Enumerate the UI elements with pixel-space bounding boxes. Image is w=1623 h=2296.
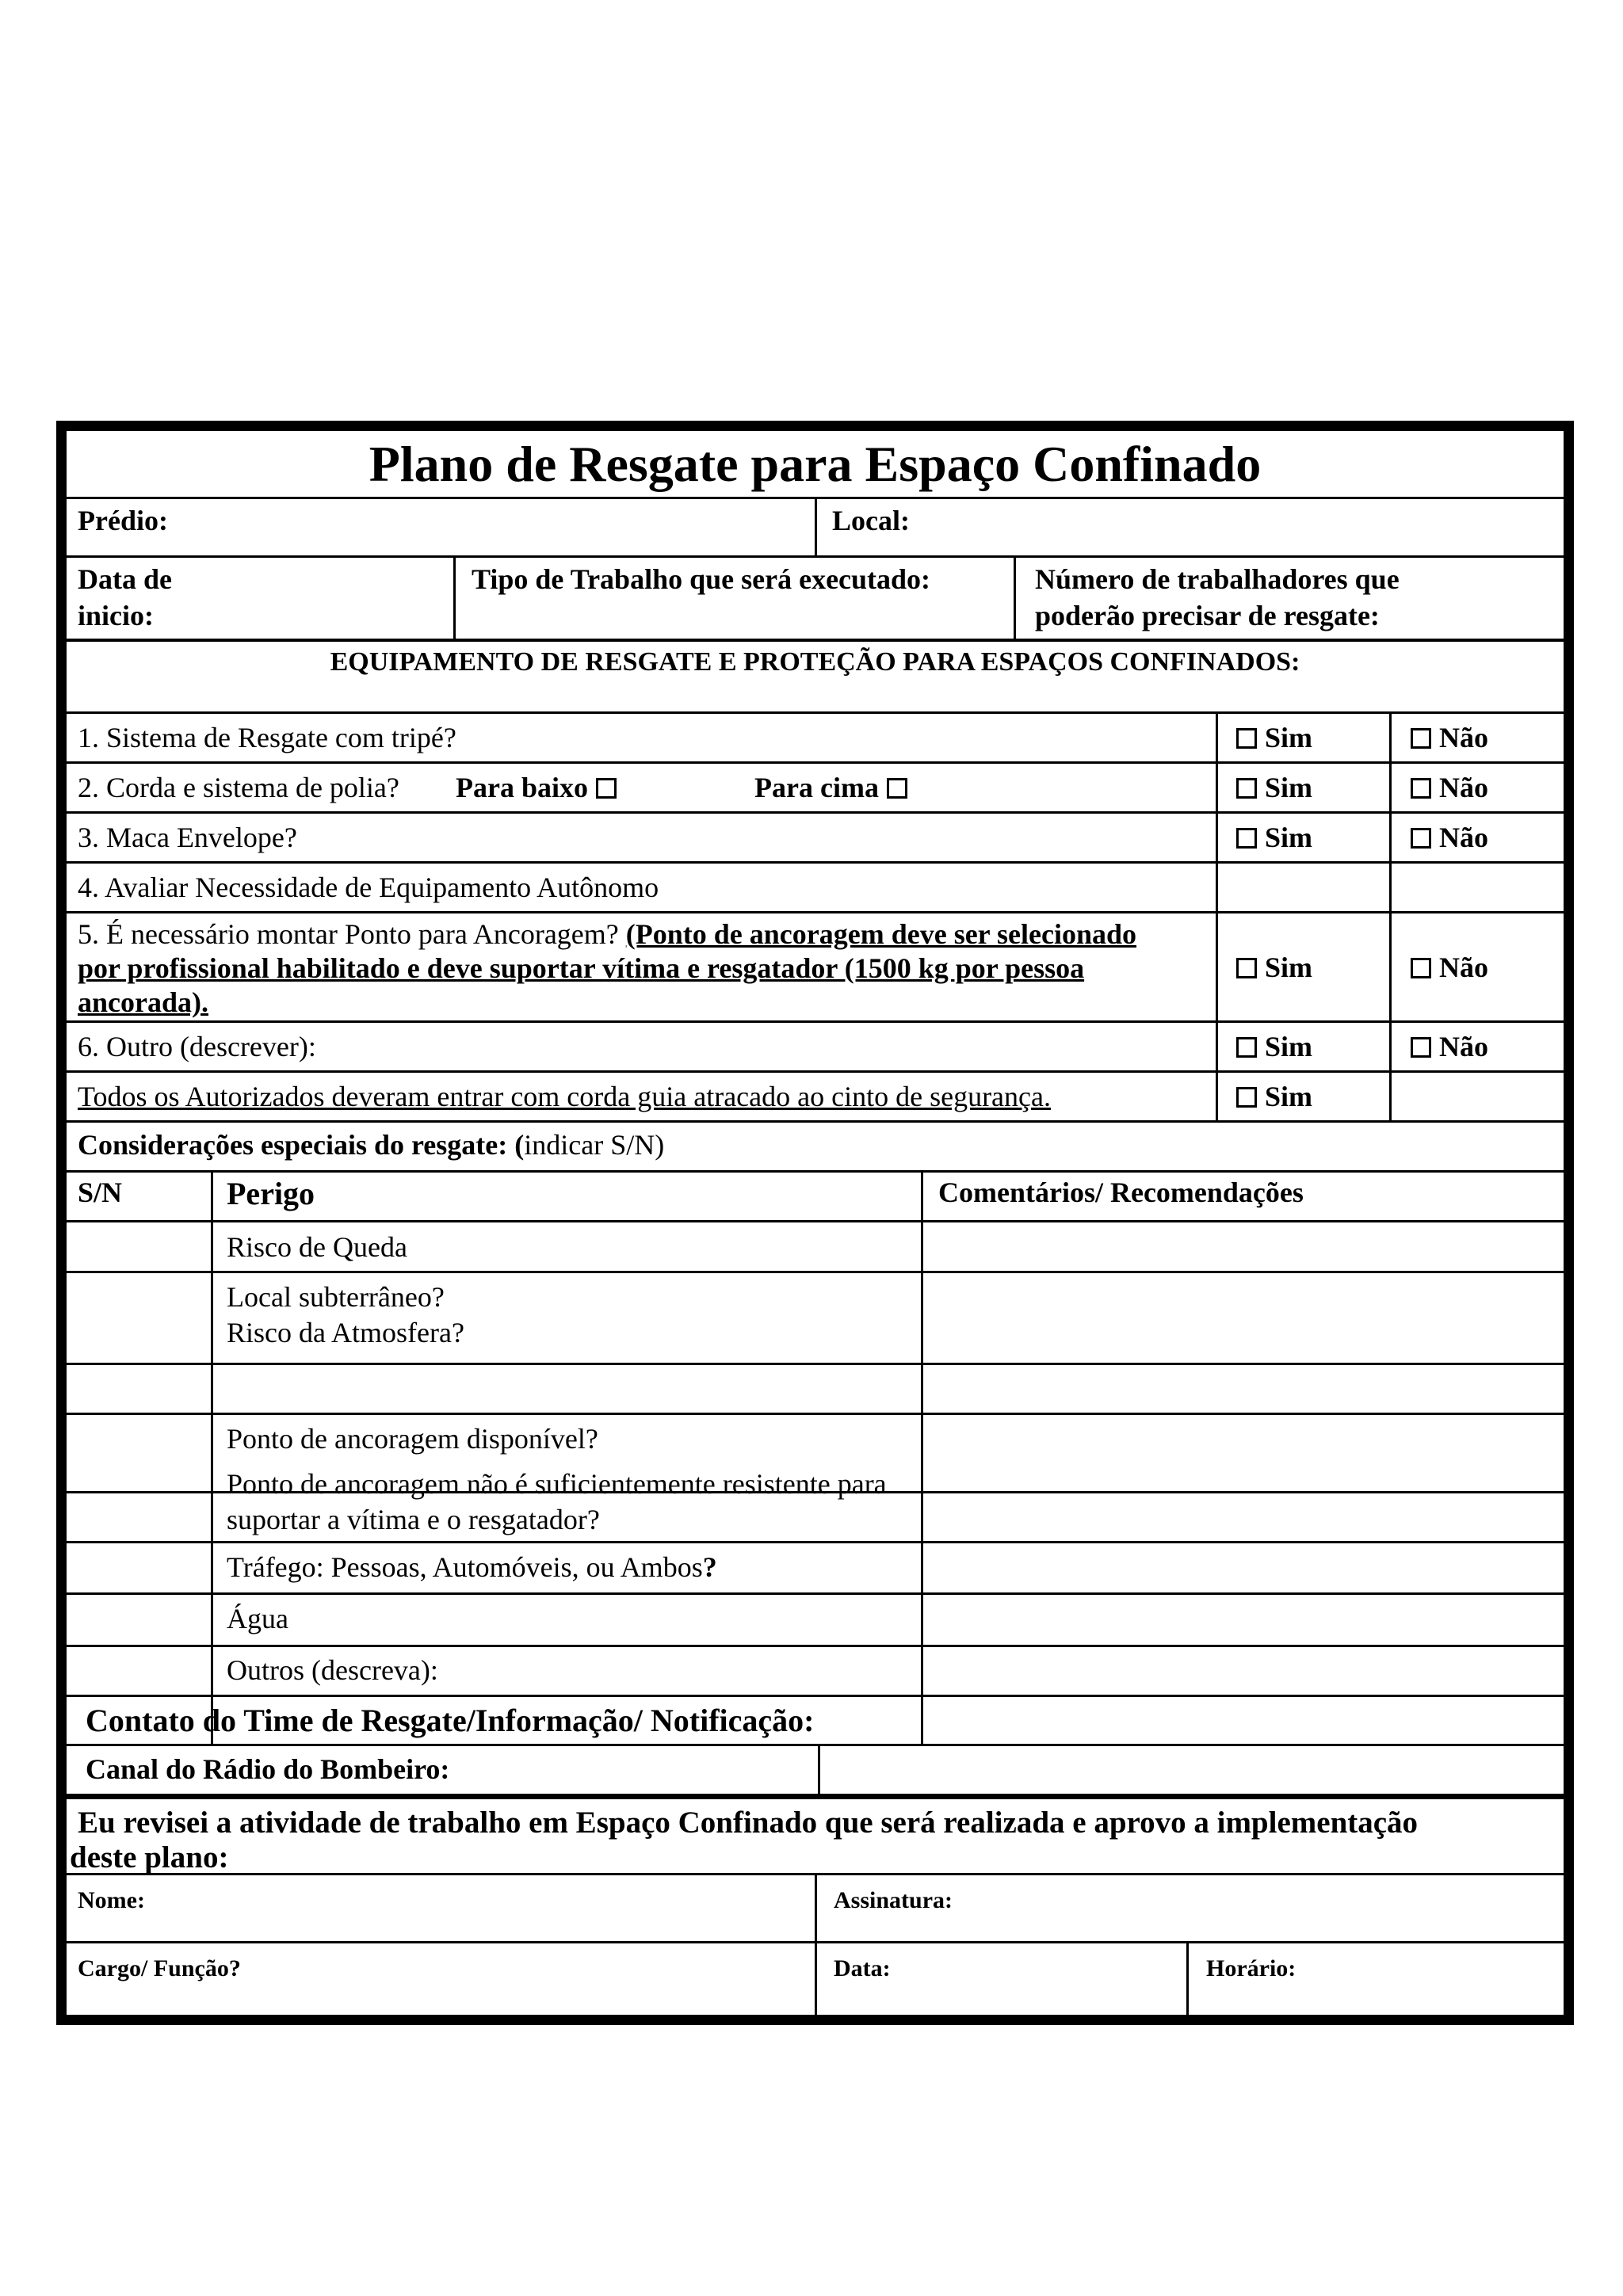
divider <box>67 711 1564 714</box>
item-3-sim[interactable]: Sim <box>1236 821 1312 854</box>
form-title: Plano de Resgate para Espaço Confinado <box>369 436 1262 492</box>
special-considerations-label: Considerações especiais do resgate: (indicar S/N) <box>78 1129 665 1161</box>
hazard-row: Risco de Queda <box>227 1231 407 1263</box>
nome-label: Nome: <box>78 1887 145 1913</box>
checkbox-icon[interactable] <box>1236 778 1257 799</box>
checkbox-icon[interactable] <box>1236 828 1257 849</box>
divider <box>815 497 817 558</box>
divider <box>67 1744 1564 1746</box>
divider <box>67 1541 1564 1543</box>
hazard-row: Risco da Atmosfera? <box>227 1317 464 1348</box>
divider <box>818 1744 820 1796</box>
checkbox-icon[interactable] <box>1411 778 1431 799</box>
hazard-row: Outros (descreva): <box>227 1654 438 1686</box>
checkbox-icon[interactable] <box>1411 728 1431 749</box>
divider <box>67 761 1564 764</box>
numero-trabalhadores-label: Número de trabalhadores que <box>1035 563 1400 595</box>
hazard-row: Água <box>227 1603 288 1634</box>
data-inicio-label: Data de <box>78 563 172 595</box>
divider <box>67 1220 1564 1222</box>
hazard-row: Ponto de ancoragem disponível? <box>227 1423 598 1455</box>
cargo-label: Cargo/ Função? <box>78 1955 241 1981</box>
divider <box>211 1170 213 1746</box>
checkbox-icon[interactable] <box>1236 958 1257 978</box>
data-field[interactable] <box>821 1946 1182 2012</box>
col-comentarios-header: Comentários/ Recomendações <box>938 1177 1304 1208</box>
divider <box>921 1170 923 1746</box>
item-5-nao[interactable]: Não <box>1411 951 1488 984</box>
predio-field[interactable] <box>246 501 808 553</box>
checkbox-icon[interactable] <box>887 778 907 799</box>
assinatura-label: Assinatura: <box>834 1887 953 1913</box>
divider <box>815 1873 817 2016</box>
divider <box>453 555 456 641</box>
divider <box>67 911 1564 913</box>
item-2-nao[interactable]: Não <box>1411 771 1488 804</box>
item-5-sim[interactable]: Sim <box>1236 951 1312 984</box>
item-6-text: 6. Outro (descrever): <box>78 1031 316 1062</box>
divider <box>67 861 1564 864</box>
divider <box>1216 711 1218 1120</box>
checkbox-icon[interactable] <box>1411 1037 1431 1058</box>
checkbox-icon[interactable] <box>1411 828 1431 849</box>
local-label: Local: <box>832 505 910 536</box>
equipment-header: EQUIPAMENTO DE RESGATE E PROTEÇÃO PARA ESPAÇOS CONFINADOS: <box>330 647 1300 677</box>
divider <box>67 639 1564 642</box>
canal-radio-label: Canal do Rádio do Bombeiro: <box>86 1753 450 1785</box>
review-statement: Eu revisei a atividade de trabalho em Espaço Confinado que será realizada e aprovo a implementação <box>78 1806 1419 1840</box>
item-7-text: Todos os Autorizados deveram entrar com corda guia atracado ao cinto de segurança. <box>78 1081 1051 1112</box>
local-field[interactable] <box>935 501 1553 553</box>
col-sn-header: S/N <box>78 1177 123 1208</box>
item-7-sim[interactable]: Sim <box>1236 1080 1312 1113</box>
data-label: Data: <box>834 1955 891 1981</box>
item-1-text: 1. Sistema de Resgate com tripé? <box>78 722 456 753</box>
hazard-row-cont: suportar a vítima e o resgatador? <box>227 1504 600 1535</box>
divider <box>67 811 1564 814</box>
item-1-nao[interactable]: Não <box>1411 721 1488 754</box>
checkbox-icon[interactable] <box>1236 728 1257 749</box>
data-inicio-label: inicio: <box>78 600 154 631</box>
item-5-text-cont: por profissional habilitado e deve suportar vítima e resgatador (1500 kg por pessoa <box>78 952 1085 984</box>
tipo-trabalho-label: Tipo de Trabalho que será executado: <box>472 563 931 595</box>
divider <box>67 1645 1564 1647</box>
item-1-sim[interactable]: Sim <box>1236 721 1312 754</box>
canal-radio-field[interactable] <box>824 1748 1557 1792</box>
contato-label: Contato do Time de Resgate/Informação/ Notificação: <box>86 1703 815 1738</box>
nome-field[interactable] <box>71 1878 808 1938</box>
item-6-nao[interactable]: Não <box>1411 1030 1488 1063</box>
divider <box>67 1170 1564 1173</box>
item-3-text: 3. Maca Envelope? <box>78 822 297 853</box>
item-4-text: 4. Avaliar Necessidade de Equipamento Autônomo <box>78 871 659 903</box>
hazard-row: Local subterrâneo? <box>227 1281 445 1313</box>
divider <box>67 1120 1564 1123</box>
hazard-row: Ponto de ancoragem não é suficientemente resistente para <box>227 1468 887 1500</box>
divider <box>67 1070 1564 1073</box>
item-2-text: 2. Corda e sistema de polia? <box>78 772 399 803</box>
data-inicio-field[interactable] <box>206 559 448 637</box>
item-2-para-baixo[interactable]: Para baixo <box>456 771 617 804</box>
col-perigo-header: Perigo <box>227 1176 315 1211</box>
numero-trabalhadores-label: poderão precisar de resgate: <box>1035 600 1380 631</box>
item-5-text-cont: ancorada). <box>78 986 208 1018</box>
predio-label: Prédio: <box>78 505 168 536</box>
divider <box>67 1592 1564 1595</box>
divider <box>1014 555 1016 641</box>
divider <box>1186 1941 1189 2016</box>
item-5-text: 5. É necessário montar Ponto para Ancoragem? (Ponto de ancoragem deve ser selecionado <box>78 918 1137 950</box>
horario-label: Horário: <box>1206 1955 1296 1981</box>
divider <box>1389 711 1392 1120</box>
checkbox-icon[interactable] <box>596 778 617 799</box>
review-statement-cont: deste plano: <box>70 1840 229 1875</box>
divider <box>67 1020 1564 1023</box>
item-6-sim[interactable]: Sim <box>1236 1030 1312 1063</box>
item-2-para-cima[interactable]: Para cima <box>754 771 907 804</box>
cargo-field[interactable] <box>71 1946 808 2012</box>
checkbox-icon[interactable] <box>1411 958 1431 978</box>
divider <box>67 1794 1564 1799</box>
divider <box>67 1695 1564 1697</box>
checkbox-icon[interactable] <box>1236 1087 1257 1108</box>
item-2-sim[interactable]: Sim <box>1236 771 1312 804</box>
tipo-trabalho-field[interactable] <box>460 599 1006 637</box>
checkbox-icon[interactable] <box>1236 1037 1257 1058</box>
item-3-nao[interactable]: Não <box>1411 821 1488 854</box>
divider <box>67 1363 1564 1365</box>
horario-field[interactable] <box>1193 1946 1558 2012</box>
divider <box>67 1413 1564 1415</box>
assinatura-field[interactable] <box>821 1878 1558 1938</box>
hazard-row: Tráfego: Pessoas, Automóveis, ou Ambos? <box>227 1551 717 1583</box>
divider <box>67 1271 1564 1273</box>
